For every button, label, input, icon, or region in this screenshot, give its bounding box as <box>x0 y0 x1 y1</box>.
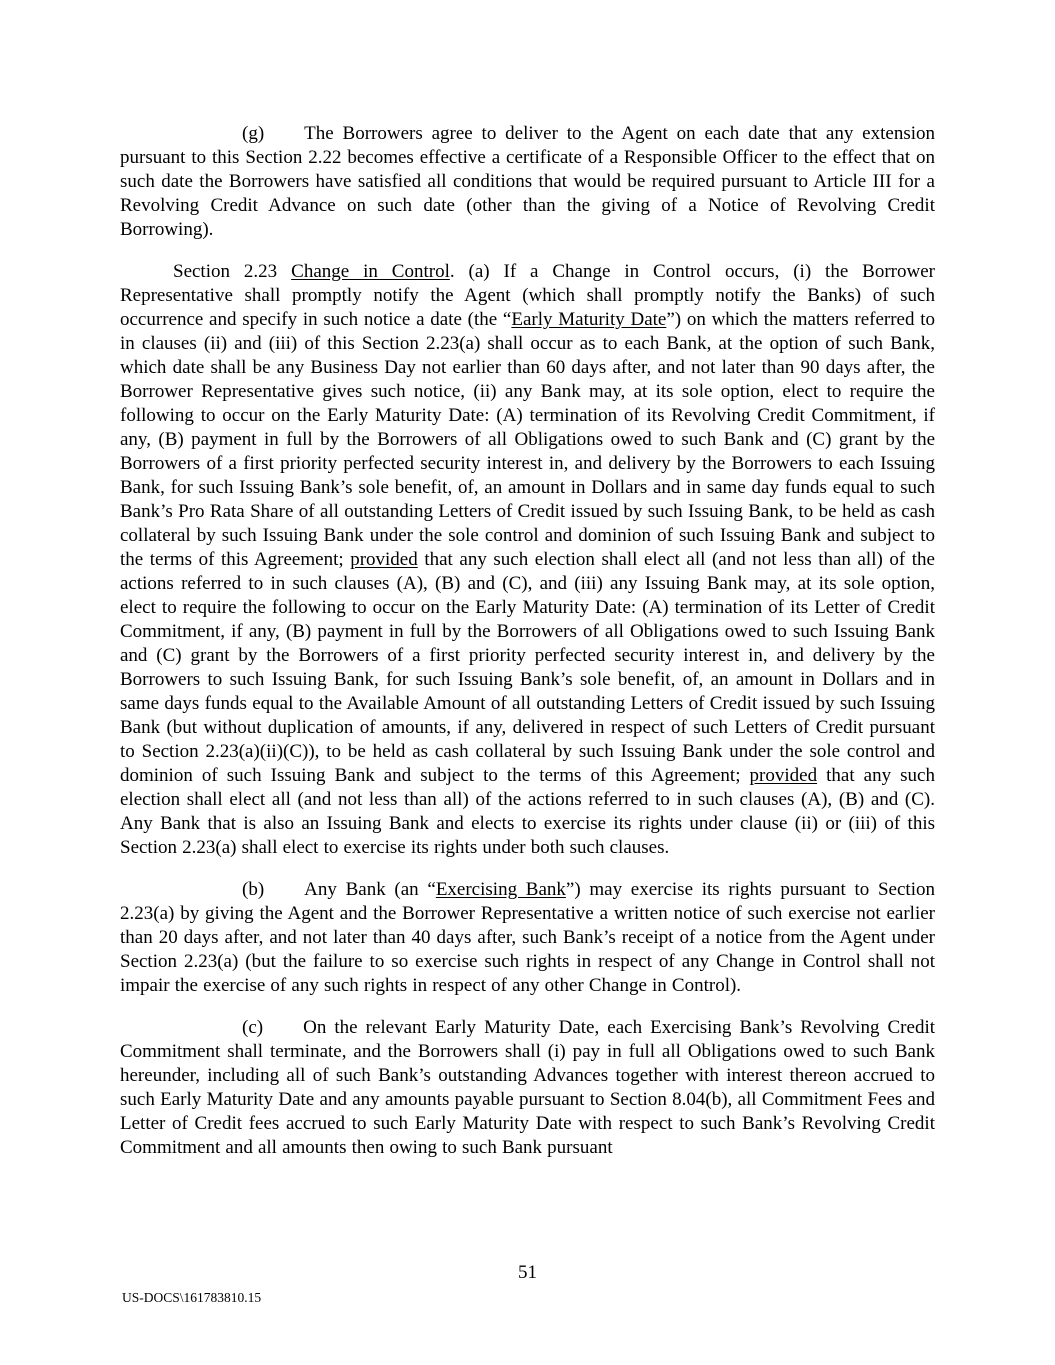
paragraph-g <box>120 122 935 242</box>
underlined-term: provided <box>350 549 418 570</box>
paragraph-section-2-23-change-in-control <box>120 260 935 860</box>
text-run: The Borrowers agree to deliver to the Agent on each date that any extension pursuant to this Section 2.22 becomes effective a certificate of a Responsible Officer to the effect that on such date the Borrowers have satisfied all conditions that would be required pursuant to Article III for a Revolving Credit Advance on such date (other than the giving of a Notice of Revolving Credit Borrowing). <box>120 123 935 240</box>
text-run: that any such election shall elect all (and not less than all) of the actions referred to in such clauses (A), (B) and (C), and (iii) any Issuing Bank may, at its sole option, elect to require the following to occur on the Early Maturity Date: (A) termination of its Letter of Credit Commitment, if any, (B) payment in full by the Borrowers of all Obligations owed to such Issuing Bank and (C) grant by the Borrowers of a first priority perfected security interest in, and delivery by the Borrowers to such Issuing Bank, for such Issuing Bank’s sole benefit, of, an amount in Dollars and in same days funds equal to the Available Amount of all outstanding Letters of Credit issued by such Issuing Bank (but without duplication of amounts, if any, delivered in respect of such Letters of Credit pursuant to Section 2.23(a)(ii)(C)), to be held as cash collateral by such Issuing Bank under the sole control and dominion of such Issuing Bank and subject to the terms of this Agreement; <box>120 549 935 786</box>
text-run: (g) <box>242 123 265 144</box>
text-run: Section 2.23 <box>173 261 278 282</box>
underlined-term: Change in Control <box>291 261 450 282</box>
underlined-term: Early Maturity Date <box>511 309 667 330</box>
text-run: (c) <box>242 1017 264 1038</box>
paragraph-c <box>120 1016 935 1160</box>
text-run: (b) <box>242 879 265 900</box>
document-id-footnote: US-DOCS\161783810.15 <box>122 1290 262 1305</box>
underlined-term: provided <box>749 765 818 786</box>
paragraph-b <box>120 878 935 998</box>
document-body <box>120 122 935 1178</box>
text-run: ”) may exercise its rights pursuant to Section 2.23(a) by giving the Agent and the Borrower Representative a written notice of such exercise not earlier than 20 days after, and not later than 40 days after, such Bank’s receipt of a notice from the Agent under Section 2.23(a) (but the failure to so exercise such rights in respect of any Change in Control shall not impair the exercise of any such rights in respect of any other Change in Control). <box>120 879 935 996</box>
underlined-term: Exercising Bank <box>435 879 566 900</box>
text-run: . (a) If a Change in Control occurs, (i) the Borrower Representative shall promptly notify the Agent (which shall promptly notify the Banks) of such occurrence and specify in such notice a date (the “ <box>120 261 935 330</box>
text-run: that any such election shall elect all (and not less than all) of the actions referred to in such clauses (A), (B) and (C). Any Bank that is also an Issuing Bank and elects to exercise its rights under clause (ii) or (iii) of this Section 2.23(a) shall elect to exercise its rights under both such clauses. <box>120 765 935 858</box>
text-run: On the relevant Early Maturity Date, each Exercising Bank’s Revolving Credit Commitment shall terminate, and the Borrowers shall (i) pay in full all Obligations owed to such Bank hereunder, including all of such Bank’s outstanding Advances together with interest thereon accrued to such Early Maturity Date and any amounts payable pursuant to Section 8.04(b), all Commitment Fees and Letter of Credit fees accrued to such Early Maturity Date with respect to such Bank’s Revolving Credit Commitment and all amounts then owing to such Bank pursuant <box>120 1017 935 1158</box>
text-run: ”) on which the matters referred to in clauses (ii) and (iii) of this Section 2.23(a) shall occur as to each Bank, at the option of such Bank, which date shall be any Business Day not earlier than 60 days after, and not later than 90 days after, the Borrower Representative gives such notice, (ii) any Bank may, at its sole option, elect to require the following to occur on the Early Maturity Date: (A) termination of its Revolving Credit Commitment, if any, (B) payment in full by the Borrowers of all Obligations owed to such Bank and (C) grant by the Borrowers of a first priority perfected security interest in, and delivery by the Borrowers to each Issuing Bank, for such Issuing Bank’s sole benefit, of, an amount in Dollars and in same day funds equal to such Bank’s Pro Rata Share of all outstanding Letters of Credit issued by such Issuing Bank, to be held as cash collateral by such Issuing Bank under the sole control and dominion of such Issuing Bank and subject to the terms of this Agreement; <box>120 309 935 570</box>
page-number: 51 <box>518 1262 537 1283</box>
text-run: Any Bank (an “ <box>304 879 436 900</box>
